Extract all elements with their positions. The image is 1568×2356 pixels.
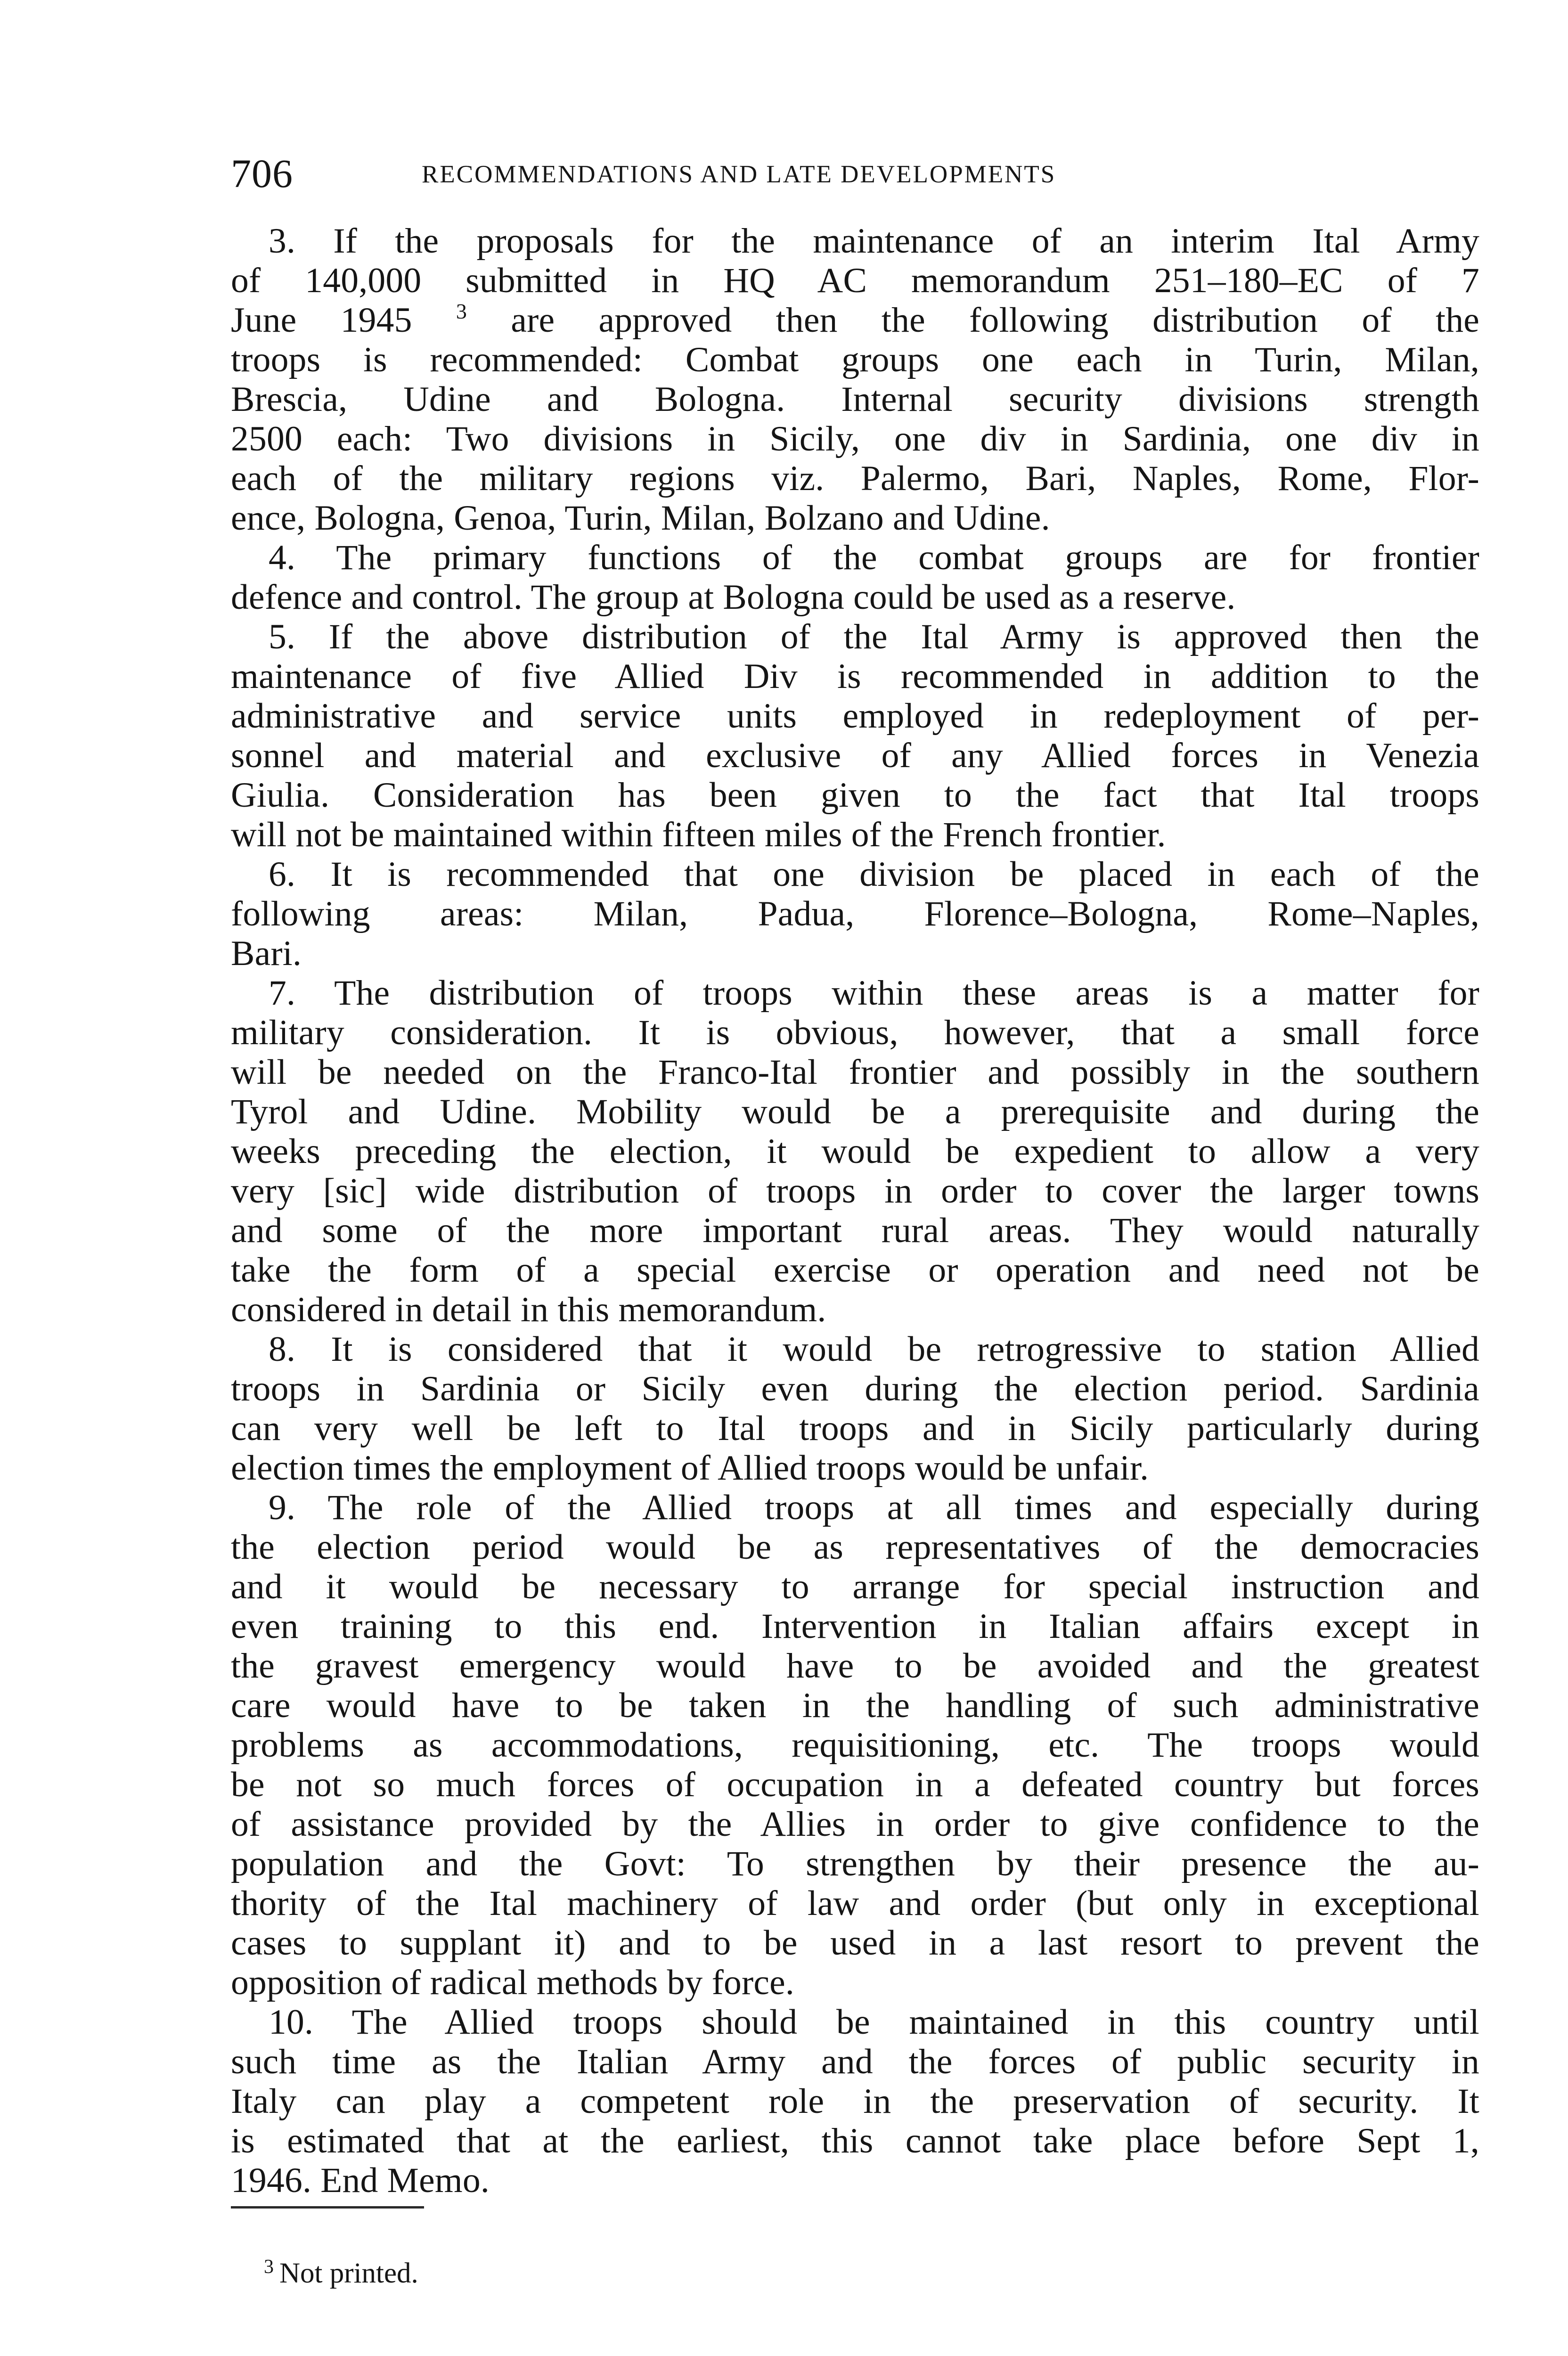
- text-line: ence, Bologna, Genoa, Turin, Milan, Bolzano and Udine.: [231, 499, 1050, 538]
- text-line: following areas: Milan, Padua, Florence–Bologna, Rome–Naples,: [231, 894, 1479, 933]
- text-line: troops in Sardinia or Sicily even during the election period. Sardinia: [231, 1369, 1479, 1408]
- paragraph-4: [231, 538, 1479, 617]
- text-line: very [sic] wide distribution of troops in order to cover the larger towns: [231, 1171, 1479, 1211]
- text-line-with-footnote-ref: [231, 301, 1479, 340]
- paragraph-9: [231, 1488, 1479, 2003]
- footnote-reference-mark: 3: [456, 301, 467, 323]
- footnote-divider: [231, 2206, 424, 2209]
- page-number: 706: [231, 151, 293, 196]
- text-line: each of the military regions viz. Palermo, Bari, Naples, Rome, Flor-: [231, 459, 1479, 498]
- text-line: population and the Govt: To strengthen by their presence the au-: [231, 1844, 1479, 1883]
- text-line: be not so much forces of occupation in a defeated country but forces: [231, 1765, 1479, 1804]
- footnote: [264, 2257, 418, 2290]
- text-line: such time as the Italian Army and the forces of public security in: [231, 2042, 1479, 2081]
- text-line: Giulia. Consideration has been given to the fact that Ital troops: [231, 776, 1479, 815]
- text-line: can very well be left to Ital troops and in Sicily particularly during: [231, 1409, 1479, 1448]
- paragraph-3: [231, 221, 1479, 538]
- text-line: Italy can play a competent role in the preservation of security. It: [231, 2082, 1479, 2121]
- text-line: military consideration. It is obvious, however, that a small force: [231, 1013, 1479, 1052]
- text-line: administrative and service units employed in redeployment of per-: [231, 696, 1479, 736]
- text-line: opposition of radical methods by force.: [231, 1963, 795, 2002]
- text-line: 6. It is recommended that one division be placed in each of the: [269, 855, 1479, 894]
- text-line: weeks preceding the election, it would be expedient to allow a very: [231, 1132, 1479, 1171]
- text-line: election times the employment of Allied troops would be unfair.: [231, 1448, 1149, 1488]
- body-text: [231, 221, 1479, 2201]
- text-line: cases to supplant it) and to be used in a last resort to prevent the: [231, 1923, 1479, 1963]
- text-line: of 140,000 submitted in HQ AC memorandum 251–180–EC of 7: [231, 261, 1479, 300]
- text-line: and some of the more important rural areas. They would naturally: [231, 1211, 1479, 1250]
- text-line: defence and control. The group at Bologna could be used as a reserve.: [231, 578, 1236, 617]
- text-line: 4. The primary functions of the combat groups are for frontier: [269, 538, 1479, 577]
- paragraph-6: [231, 855, 1479, 973]
- paragraph-7: [231, 973, 1479, 1330]
- text-line: and it would be necessary to arrange for special instruction and: [231, 1567, 1479, 1606]
- text-line: considered in detail in this memorandum.: [231, 1290, 826, 1329]
- text-segment: are approved then the following distribution of the: [467, 301, 1479, 340]
- text-line: maintenance of five Allied Div is recommended in addition to the: [231, 657, 1479, 696]
- footnote-text: Not printed.: [279, 2258, 418, 2289]
- text-line: 5. If the above distribution of the Ital Army is approved then the: [269, 617, 1479, 656]
- text-line: the gravest emergency would have to be avoided and the greatest: [231, 1646, 1479, 1685]
- text-line: the election period would be as representatives of the democracies: [231, 1528, 1479, 1567]
- text-segment: June 1945: [231, 301, 456, 340]
- text-line: 9. The role of the Allied troops at all times and especially during: [269, 1488, 1479, 1527]
- text-line: take the form of a special exercise or operation and need not be: [231, 1251, 1479, 1290]
- text-line: problems as accommodations, requisitioning, etc. The troops would: [231, 1726, 1479, 1765]
- text-line: 8. It is considered that it would be retrogressive to station Allied: [269, 1330, 1479, 1369]
- text-line: 1946. End Memo.: [231, 2161, 490, 2200]
- text-line: care would have to be taken in the handling of such administrative: [231, 1686, 1479, 1725]
- text-line: 7. The distribution of troops within these areas is a matter for: [269, 973, 1479, 1013]
- paragraph-5: [231, 617, 1479, 855]
- text-line: will be needed on the Franco-Ital frontier and possibly in the southern: [231, 1053, 1479, 1092]
- paragraph-10: [231, 2003, 1479, 2201]
- footnote-number: 3: [264, 2256, 274, 2278]
- text-line: sonnel and material and exclusive of any Allied forces in Venezia: [231, 736, 1479, 775]
- text-line: Tyrol and Udine. Mobility would be a prerequisite and during the: [231, 1092, 1479, 1131]
- text-line: will not be maintained within fifteen miles of the French frontier.: [231, 815, 1166, 854]
- text-line: even training to this end. Intervention in Italian affairs except in: [231, 1607, 1479, 1646]
- text-line: troops is recommended: Combat groups one each in Turin, Milan,: [231, 340, 1479, 379]
- text-line: of assistance provided by the Allies in order to give confidence to the: [231, 1805, 1479, 1844]
- paragraph-8: [231, 1330, 1479, 1488]
- running-head: [231, 150, 1296, 206]
- text-line: 10. The Allied troops should be maintained in this country until: [269, 2003, 1479, 2042]
- text-line: is estimated that at the earliest, this cannot take place before Sept 1,: [231, 2121, 1479, 2160]
- text-line: Bari.: [231, 934, 302, 973]
- text-line: 2500 each: Two divisions in Sicily, one div in Sardinia, one div in: [231, 419, 1479, 458]
- running-head-title: RECOMMENDATIONS AND LATE DEVELOPMENTS: [422, 161, 1056, 188]
- text-line: thority of the Ital machinery of law and order (but only in exceptional: [231, 1884, 1479, 1923]
- text-line: 3. If the proposals for the maintenance of an interim Ital Army: [269, 221, 1479, 261]
- text-line: Brescia, Udine and Bologna. Internal security divisions strength: [231, 380, 1479, 419]
